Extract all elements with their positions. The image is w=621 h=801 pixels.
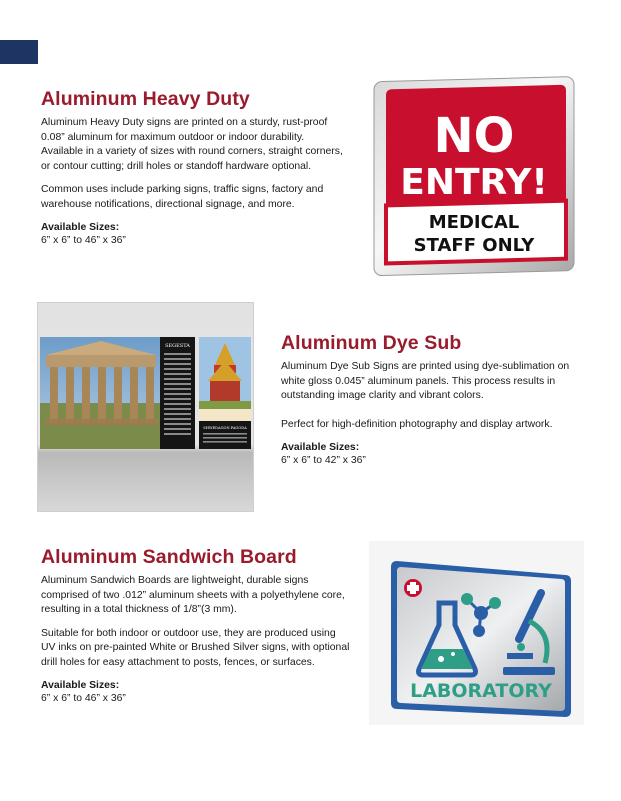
sizes-value: 6” x 6” to 46” x 36”	[41, 693, 126, 704]
section-heavy-duty	[41, 88, 346, 247]
sizes-value: 6” x 6” to 42” x 36”	[281, 455, 366, 466]
panel2-title: SHWEDAGON PAGODA	[203, 426, 247, 430]
lab-sign-label: LABORATORY	[410, 680, 552, 702]
section-paragraph: Suitable for both indoor or outdoor use, they are produced using UV inks on pre-painted White or Brushed Silver signs, with optional drill holes for easy attachment to posts, fences, or surfaces.	[41, 627, 350, 668]
section-paragraph: Common uses include parking signs, traffic signs, factory and warehouse notifications, directional signage, and more.	[41, 184, 324, 210]
section-title: Aluminum Dye Sub	[281, 332, 462, 354]
sizes-label: Available Sizes:	[281, 442, 360, 453]
sizes-label: Available Sizes:	[41, 680, 120, 691]
sizes-label: Available Sizes:	[41, 222, 120, 233]
laboratory-sign-image	[369, 541, 584, 725]
dye-sub-display-image	[37, 302, 254, 512]
sizes-value: 6” x 6” to 46” x 36”	[41, 235, 126, 246]
section-sandwich-board	[41, 546, 351, 705]
no-entry-sign-image	[364, 76, 579, 280]
section-dye-sub	[281, 332, 586, 467]
section-paragraph: Aluminum Dye Sub Signs are printed using dye-sublimation on white gloss 0.045” aluminum panels. This process results in outstanding image clarity and vibrant colors.	[281, 361, 570, 401]
section-paragraph: Aluminum Heavy Duty signs are printed on a sturdy, rust-proof 0.08” aluminum for maximum outdoor or indoor durability. Available in a variety of sizes with round corners, straight corners, or contour cutting; drill holes or standoff hardware optional.	[41, 117, 343, 172]
sign-text-staff: STAFF ONLY	[413, 235, 535, 256]
sign-text-entry: ENTRY!	[400, 162, 548, 203]
section-title: Aluminum Sandwich Board	[41, 546, 297, 568]
section-paragraph: Aluminum Sandwich Boards are lightweight, durable signs comprised of two .012” aluminum sheets with a polyethylene core, resulting in a total thickness of 1/8”(3 mm).	[41, 575, 345, 615]
corner-tab	[0, 40, 38, 64]
sign-text-no: NO	[433, 108, 515, 164]
panel-title: SEGESTA	[165, 343, 190, 349]
sign-text-medical: MEDICAL	[428, 212, 520, 233]
section-title: Aluminum Heavy Duty	[41, 88, 250, 110]
section-paragraph: Perfect for high-definition photography and display artwork.	[281, 418, 553, 430]
